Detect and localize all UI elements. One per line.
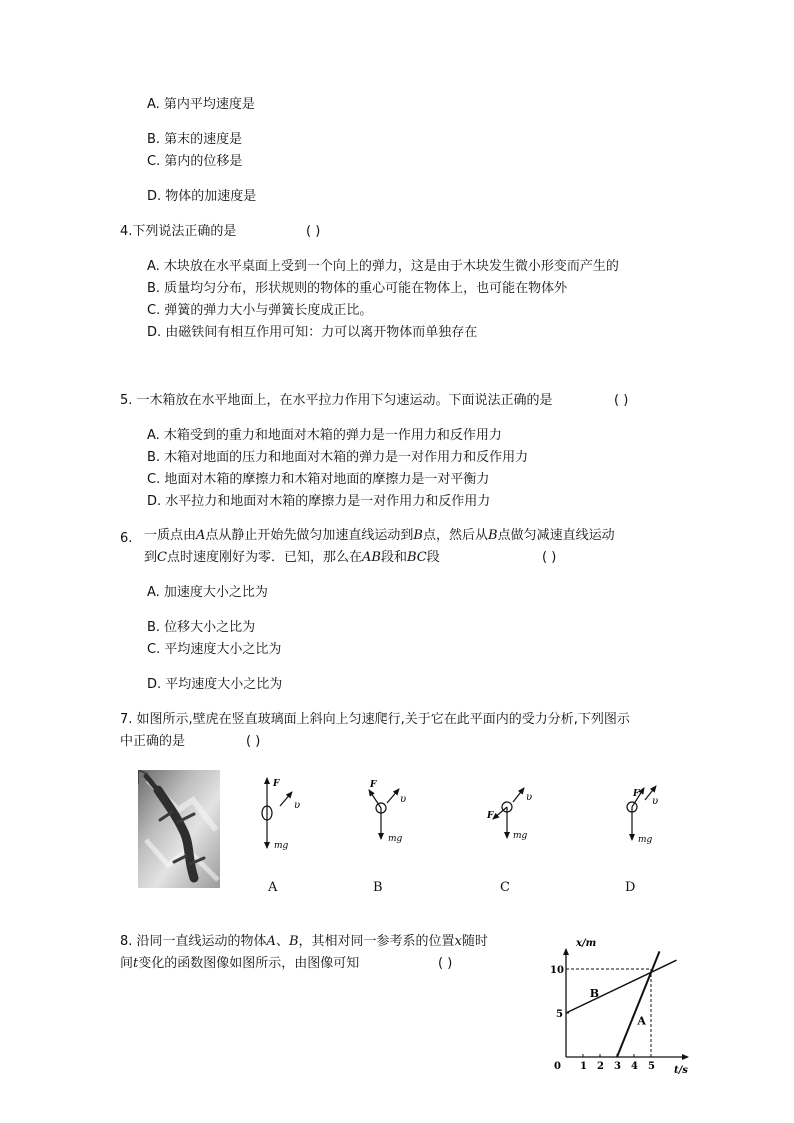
q6-option-b: B. 位移大小之比为 — [147, 620, 256, 635]
x-axis-label: t/s — [674, 1065, 688, 1076]
y-axis-label: x/m — [576, 938, 597, 949]
q5-option-c: C. 地面对木箱的摩擦力和木箱对地面的摩擦力是一对平衡力 — [147, 472, 490, 487]
gecko-photo — [138, 770, 220, 888]
velocity-label: υ — [652, 796, 659, 807]
q5-option-a: A. 木箱受到的重力和地面对木箱的弹力是一作用力和反作用力 — [147, 428, 502, 443]
q7-choice-c-label: C — [500, 880, 510, 895]
q4-option-a: A. 木块放在水平桌面上受到一个向上的弹力，这是由于木块发生微小形变而产生的 — [147, 259, 619, 274]
force-label-f: F — [370, 780, 377, 790]
y-tick-label: 5 — [556, 1009, 563, 1020]
force-diagram-b — [360, 775, 420, 850]
q4-option-d: D. 由磁铁间有相互作用可知：力可以离开物体而单独存在 — [147, 325, 478, 340]
force-diagram-c — [482, 780, 542, 850]
gravity-label: mg — [638, 835, 653, 845]
y-tick-label: 10 — [550, 965, 564, 976]
q6-option-c: C. 平均速度大小之比为 — [147, 642, 282, 657]
series-b-line — [566, 960, 677, 1013]
gravity-label: mg — [388, 834, 403, 844]
q4-option-c: C. 弹簧的弹力大小与弹簧长度成正比。 — [147, 303, 373, 318]
q5-stem: 5. 一木箱放在水平地面上，在水平拉力作用下匀速运动。下面说法正确的是 — [120, 393, 553, 408]
velocity-label: υ — [294, 800, 301, 811]
q6-option-a: A. 加速度大小之比为 — [147, 585, 268, 600]
series-b-label: B — [589, 987, 600, 1001]
q3-option-d: D. 物体的加速度是 — [147, 189, 257, 204]
x-tick-label: 4 — [631, 1061, 638, 1072]
position-time-graph — [548, 935, 698, 1080]
q6-stem-line1: 一质点由A点从静止开始先做匀加速直线运动到B点，然后从B点做匀减速直线运动 — [144, 528, 615, 543]
q4-option-b: B. 质量均匀分布，形状规则的物体的重心可能在物体上，也可能在物体外 — [147, 281, 568, 296]
q5-option-d: D. 水平拉力和地面对木箱的摩擦力是一对作用力和反作用力 — [147, 494, 491, 509]
velocity-label: υ — [526, 792, 533, 803]
q7-stem-line2: 中正确的是 — [120, 734, 186, 749]
q8-stem-line1: 8. 沿同一直线运动的物体A、B，其相对同一参考系的位置x随时 — [120, 934, 488, 949]
series-a-line — [617, 951, 660, 1057]
q5-option-b: B. 木箱对地面的压力和地面对木箱的弹力是一对作用力和反作用力 — [147, 450, 529, 465]
force-diagram-d — [616, 780, 676, 852]
x-tick-label: 5 — [648, 1061, 655, 1072]
x-tick-label: 2 — [597, 1061, 604, 1072]
velocity-label: υ — [400, 794, 407, 805]
q6-stem-line2: 到C点时速度刚好为零．已知，那么在AB段和BC段 — [144, 550, 440, 565]
force-label-f: F — [633, 789, 640, 799]
q7-answer-paren: ( ) — [246, 734, 261, 749]
q4-answer-paren: ( ) — [306, 224, 321, 239]
q3-option-c: C. 第内的位移是 — [147, 154, 243, 169]
q4-stem: 4.下列说法正确的是 — [120, 224, 237, 239]
q3-option-b: B. 第末的速度是 — [147, 132, 243, 147]
q6-number: 6. — [120, 531, 133, 546]
q8-answer-paren: ( ) — [438, 956, 453, 971]
series-a-label: A — [637, 1014, 646, 1028]
q7-choice-b-label: B — [373, 880, 383, 895]
x-tick-label: 3 — [614, 1061, 621, 1072]
q6-option-d: D. 平均速度大小之比为 — [147, 677, 283, 692]
gravity-label: mg — [513, 831, 528, 841]
q7-choice-a-label: A — [268, 880, 278, 895]
force-label-f: F — [273, 779, 280, 789]
x-tick-label: 1 — [580, 1061, 587, 1072]
q8-stem-line2: 间t变化的函数图像如图所示，由图像可知 — [120, 956, 360, 971]
gravity-label: mg — [274, 841, 289, 851]
q3-option-a: A. 第内平均速度是 — [147, 97, 255, 112]
force-diagram-a — [250, 770, 310, 855]
q7-choice-d-label: D — [625, 880, 636, 895]
x-tick-label: 0 — [554, 1061, 561, 1072]
q6-answer-paren: ( ) — [542, 550, 557, 565]
q7-stem-line1: 7. 如图所示,壁虎在竖直玻璃面上斜向上匀速爬行,关于它在此平面内的受力分析,下列图示 — [120, 712, 630, 727]
q5-answer-paren: ( ) — [614, 393, 629, 408]
force-label-f: F — [487, 811, 494, 821]
